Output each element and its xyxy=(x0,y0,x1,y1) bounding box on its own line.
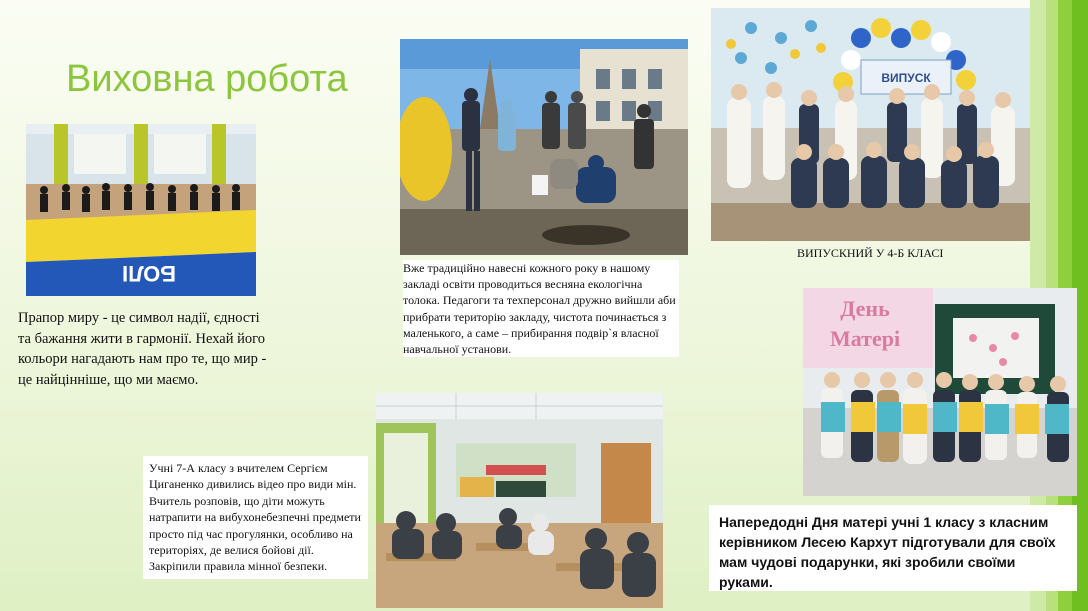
mothers-day-photo-image xyxy=(803,288,1077,496)
graduation-photo xyxy=(711,8,1030,241)
cleanup-caption: Вже традиційно навесні кожного року в нашому закладі освіти проводиться весняна екологічна толока. Педагоги та техперсонал дружно вийшли аби прибрати територію закладу, чистота починається з маленького, а саме – прибирання подвір`я власної навчальної установи. xyxy=(403,260,679,357)
flag-photo-image xyxy=(26,124,256,296)
slide-title: Виховна робота xyxy=(66,58,348,100)
mine-safety-photo xyxy=(376,393,663,608)
mothers-day-photo xyxy=(803,288,1077,496)
cleanup-photo xyxy=(400,39,688,255)
mothers-banner-line2: Матері xyxy=(829,326,901,351)
flag-caption: Прапор миру - це символ надії, єдності та бажання жити в гармонії. Нехай його кольори нагадають нам про те, що мир - це найцінніше, що ми маємо. xyxy=(18,310,267,388)
graduation-caption: ВИПУСКНИЙ У 4-Б КЛАСІ xyxy=(797,246,944,260)
mine-safety-photo-image xyxy=(376,393,663,608)
graduation-photo-image xyxy=(711,8,1030,241)
flag-banner-text: БОЛІ xyxy=(122,261,176,286)
flag-photo xyxy=(26,124,256,296)
mine-safety-caption: Учні 7-А класу з вчителем Сергієм Циганенко дивились відео про види мін. Вчитель розповів, що діти можуть натрапити на вибухонебезпечні предмети просто під час прогулянки, особливо на територіях, де велися бойові дії. Закріпили правила мінної безпеки. xyxy=(143,456,368,579)
cleanup-photo-image xyxy=(400,39,688,255)
graduation-banner-word: ВИПУСК xyxy=(881,71,931,85)
mothers-banner-line1: День xyxy=(840,296,890,321)
mothers-day-caption: Напередодні Дня матері учні 1 класу з класним керівником Лесею Кархут підготували для своїх мам чудові подарунки, які зробили своїми руками. xyxy=(709,505,1077,591)
